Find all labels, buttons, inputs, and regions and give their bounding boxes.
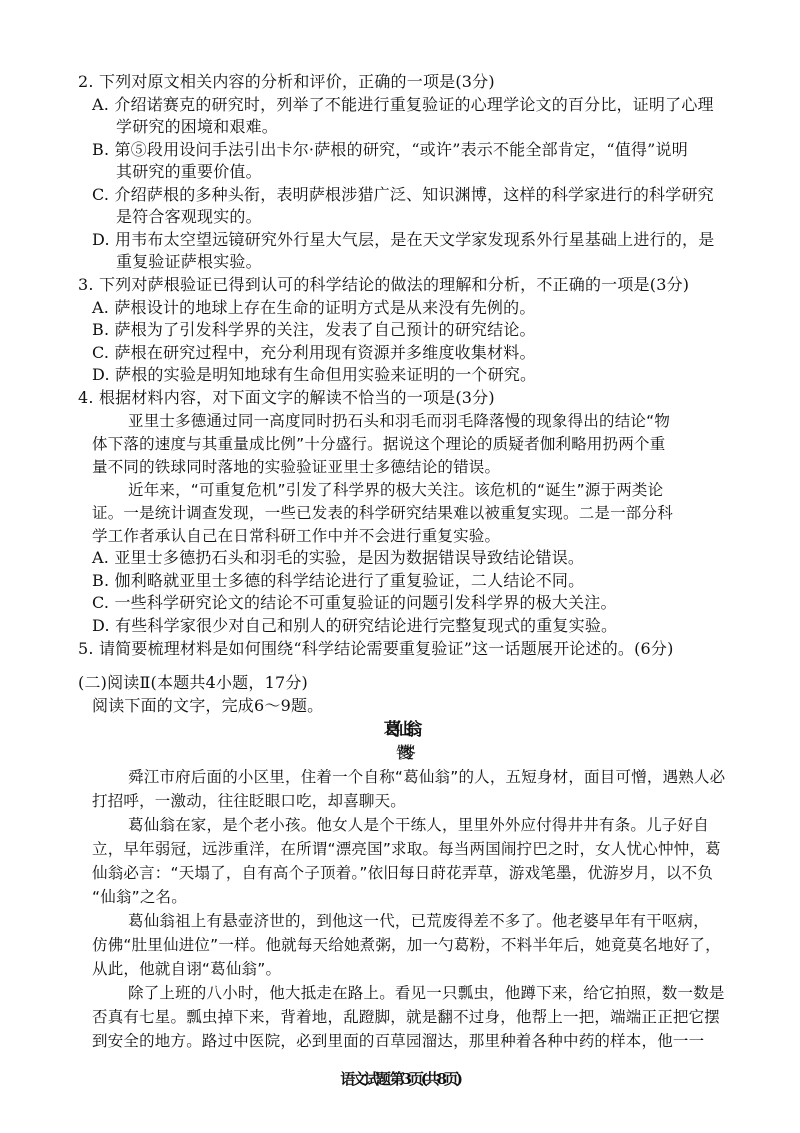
article-body-line: 仙翁必言：“天塌了，自有高个子顶着。”依旧每日莳花弄草，游戏笔墨，优游岁月，以不负	[92, 864, 714, 882]
q4-quote-line: 体下落的速度与其重量成比例”十分盛行。据说这个理论的质疑者伽利略用扔两个重	[92, 435, 666, 453]
article-author	[0, 742, 800, 764]
article-body-line: 除了上班的八小时，他大抵走在路上。看见一只瓢虫，他蹲下来，给它拍照，数一数是	[128, 984, 725, 1002]
q4-quote-line: 近年来，“可重复危机”引发了科学界的极大关注。该危机的“诞生”源于两类论	[128, 481, 664, 499]
page-footer: 语文试题 第3页(共8页)	[340, 1070, 460, 1088]
q2-option-b-line2: 其研究的重要价值。	[116, 162, 262, 181]
article-body-line: 否真有七星。瓢虫掉下来，背着地，乱蹬脚，就是翻不过身，他帮上一把，端端正正把它摆	[92, 1008, 721, 1026]
q4-quote-line: 证。一是统计调查发现，一些已发表的科学研究结果难以被重复实现。二是一部分科	[92, 504, 673, 522]
q4-option-b: B. 伽利略就亚里士多德的科学结论进行了重复验证，二人结论不同。	[92, 571, 585, 590]
q2-option-d-line1: D. 用韦布太空望远镜研究外行星大气层，是在天文学家发现系外行星基础上进行的，是	[92, 230, 715, 249]
q3-option-c: C. 萨根在研究过程中，充分利用现有资源并多维度收集材料。	[92, 343, 536, 362]
article-body-line: “仙翁”之名。	[92, 888, 187, 906]
q2-option-d-line2: 重复验证萨根实验。	[116, 252, 262, 271]
q4-option-d: D. 有些科学家很少对自己和别人的研究结论进行完整复现式的重复实验。	[92, 616, 618, 635]
q4-quote-line: 学工作者承认自己在日常科研工作中并不会进行重复实验。	[92, 527, 501, 545]
q3-option-a: A. 萨根设计的地球上存在生命的证明方式是从来没有先例的。	[92, 298, 536, 317]
q3-option-d: D. 萨根的实验是明知地球有生命但用实验来证明的一个研究。	[92, 365, 537, 384]
article-body-line: 打招呼，一激动，往往眨眼口吃，却喜聊天。	[92, 792, 407, 810]
article-body-line: 立，早年弱冠，远涉重洋，在所谓“漂亮国”求取。每当两国闹拧巴之时，女人忧心忡忡，葛	[92, 840, 721, 858]
q2-option-a-line2: 学研究的困境和艰难。	[116, 117, 279, 136]
article-body-line: 葛仙翁在家，是个老小孩。他女人是个干练人，里里外外应付得井井有条。儿子好自	[128, 816, 709, 834]
q5-stem: 5. 请简要梳理材料是如何围绕“科学结论需要重复验证”这一话题展开论述的。(6分)	[78, 639, 674, 658]
q2-option-a-line1: A. 介绍诺赛克的研究时，列举了不能进行重复验证的心理学论文的百分比，证明了心理	[92, 95, 714, 114]
q2-option-c-line1: C. 介绍萨根的多种头衔，表明萨根涉猎广泛、知识渊博，这样的科学家进行的科学研究	[92, 185, 714, 204]
section-instruction: 阅读下面的文字，完成6～9题。	[92, 696, 324, 715]
q4-stem: 4. 根据材料内容，对下面文字的解读不恰当的一项是(3分)	[78, 388, 495, 407]
article-body-line: 从此，他就自诩“葛仙翁”。	[92, 960, 282, 978]
q3-option-b: B. 萨根为了引发科学界的关注，发表了自己预计的研究结论。	[92, 320, 536, 339]
q4-quote-line: 量不同的铁球同时落地的实验验证亚里士多德结论的错误。	[92, 458, 501, 476]
q4-option-c: C. 一些科学研究论文的结论不可重复验证的问题引发科学界的极大关注。	[92, 593, 617, 612]
q2-option-c-line2: 是符合客观现实的。	[116, 207, 262, 226]
q2-stem: 2. 下列对原文相关内容的分析和评价，正确的一项是(3分)	[78, 72, 495, 91]
article-body-line: 舜江市府后面的小区里，住着一个自称“葛仙翁”的人，五短身材，面目可憎，遇熟人必	[128, 768, 726, 786]
q4-quote-line: 亚里士多德通过同一高度同时扔石头和羽毛而羽毛降落慢的现象得出的结论“物	[128, 412, 671, 430]
q3-stem: 3. 下列对萨根验证已得到认可的科学结论的做法的理解和分析，不正确的一项是(3分)	[78, 275, 690, 294]
article-title: 葛 仙 翁	[383, 720, 417, 740]
section-heading: (二)阅读Ⅱ(本题共4小题，17分)	[78, 673, 308, 692]
article-body-line: 葛仙翁祖上有悬壶济世的，到他这一代，已荒废得差不多了。他老婆早年有干呕病，	[128, 912, 709, 930]
q4-option-a: A. 亚里士多德扔石头和羽毛的实验，是因为数据错误导致结论错误。	[92, 548, 585, 567]
q2-option-b-line1: B. 第⑤段用设问手法引出卡尔·萨根的研究，“或许”表示不能全部肯定，“值得”说明	[92, 140, 688, 159]
article-body-line: 到安全的地方。路过中医院，必到里面的百草园溜达，那里种着各种中药的样本，他一一	[92, 1032, 705, 1050]
article-body-line: 仿佛“肚里仙进位”一样。他就每天给她煮粥，加一勺葛粉，不料半年后，她竟莫名地好了，	[92, 936, 721, 954]
